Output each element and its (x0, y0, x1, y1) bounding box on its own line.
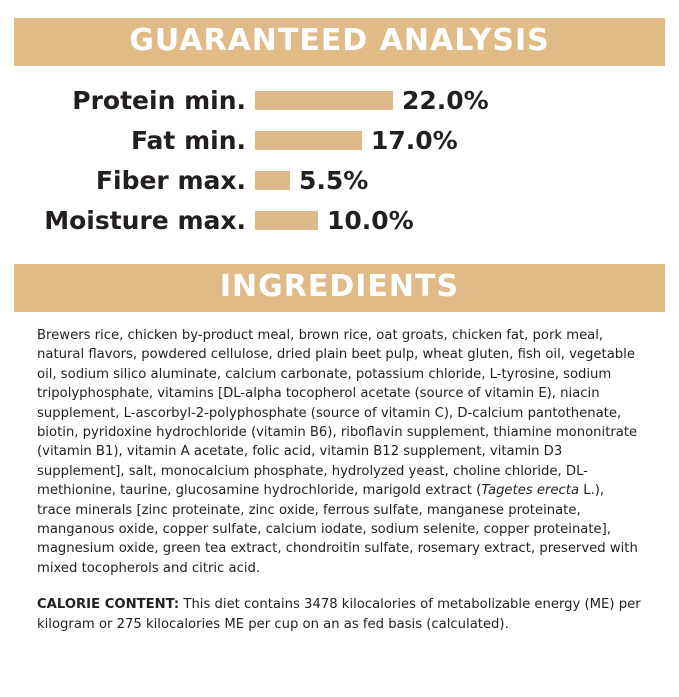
chart-category-label: Fat min. (130, 125, 246, 155)
ingredients-text-part2: L.), trace minerals [zinc proteinate, zinc oxide, ferrous sulfate, manganese proteinate, manganous oxide, copper sulfate, calcium iodate, sodium selenite, copper proteinate], magnesium oxide, green tea extract, chondroitin sulfate, rosemary extract, preserved with mixed tocopherols and citric acid. (37, 483, 643, 576)
ingredients-italic-term: Tagetes erecta (481, 483, 580, 499)
guaranteed-analysis-chart (14, 66, 665, 244)
chart-value-label: 17.0% (371, 125, 458, 155)
chart-bar (255, 211, 318, 230)
calorie-content-paragraph (37, 595, 642, 634)
ingredients-title: INGREDIENTS (219, 269, 460, 304)
nutrition-panel (0, 18, 679, 697)
chart-bar-track (255, 125, 665, 155)
chart-row (14, 80, 665, 120)
chart-bar (255, 91, 393, 110)
chart-bar-track (255, 205, 665, 235)
chart-row (14, 160, 665, 200)
ingredients-paragraph (37, 326, 642, 578)
chart-category-label: Moisture max. (44, 205, 246, 235)
chart-value-label: 10.0% (327, 205, 414, 235)
calorie-content-text: This diet contains 3478 kilocalories of metabolizable energy (ME) per kilogram or 275 kilocalories ME per cup on an as fed basis (calculated). (37, 597, 641, 632)
ingredients-body (14, 312, 665, 634)
chart-bar (255, 131, 362, 150)
chart-value-label: 5.5% (299, 165, 369, 195)
chart-bar (255, 171, 290, 190)
chart-category-label: Protein min. (72, 85, 246, 115)
calorie-content-label: CALORIE CONTENT: (37, 597, 180, 613)
guaranteed-analysis-banner (14, 18, 665, 66)
chart-value-label: 22.0% (402, 85, 489, 115)
ingredients-banner (14, 264, 665, 312)
ingredients-text-part1: Brewers rice, chicken by-product meal, brown rice, oat groats, chicken fat, pork meal, natural flavors, powdered cellulose, dried plain beet pulp, wheat gluten, fish oil, vegetable oil, sodium silico aluminate, calcium carbonate, potassium chloride, L-tyrosine, sodium tripolyphosphate, vitamins [DL-alpha tocopherol acetate (source of vitamin E), niacin supplement, L-ascorbyl-2-polyphosphate (source of vitamin C), D-calcium pantothenate, biotin, pyridoxine hydrochloride (vitamin B6), riboflavin supplement, thiamine mononitrate (vitamin B1), vitamin A acetate, folic acid, vitamin B12 supplement, vitamin D3 supplement], salt, monocalcium phosphate, hydrolyzed yeast, choline chloride, DL-methionine, taurine, glucosamine hydrochloride, marigold extract ( (37, 328, 642, 499)
chart-bar-track (255, 85, 665, 115)
chart-bar-track (255, 165, 665, 195)
chart-row (14, 200, 665, 240)
chart-category-label: Fiber max. (95, 165, 246, 195)
chart-row (14, 120, 665, 160)
guaranteed-analysis-title: GUARANTEED ANALYSIS (129, 23, 550, 58)
